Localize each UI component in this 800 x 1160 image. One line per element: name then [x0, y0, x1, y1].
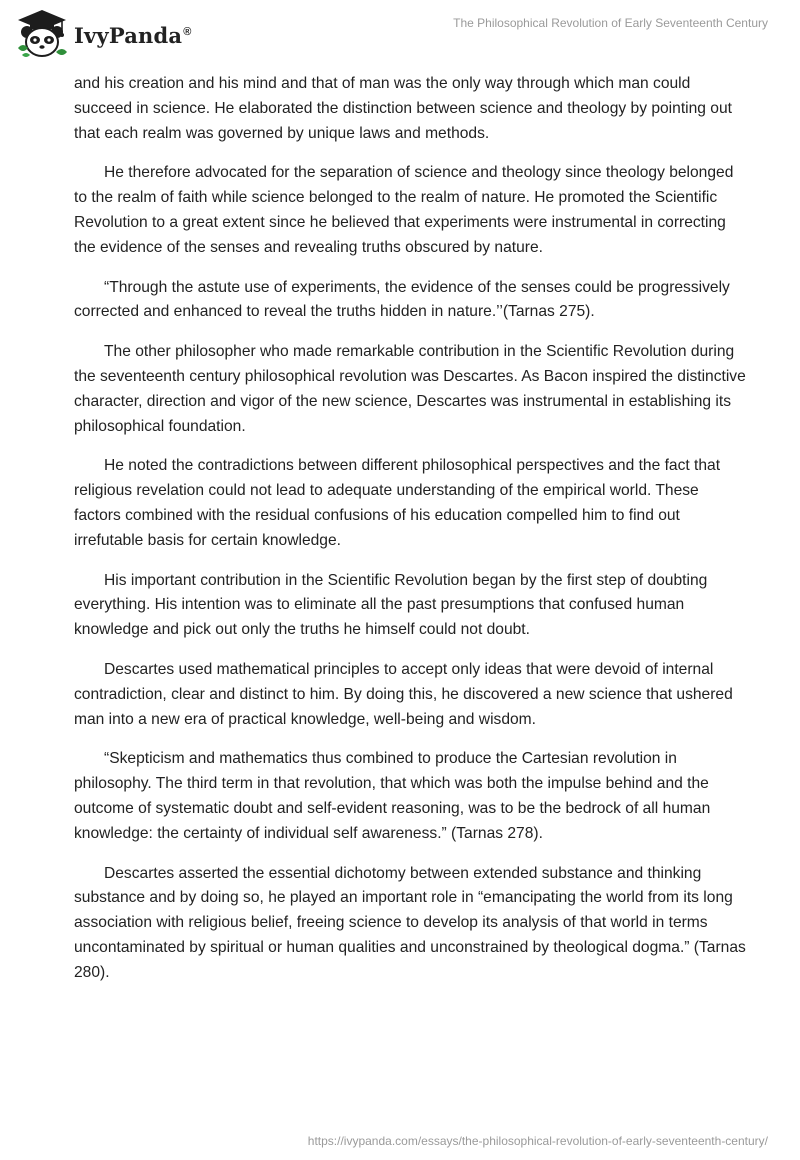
document-title: The Philosophical Revolution of Early Seventeenth Century	[453, 16, 768, 30]
paragraph-5: His important contribution in the Scientific Revolution began by the first step of doubting everything. His intention was to eliminate all the past presumptions that confused human knowledge and pick out only the truths he himself could not doubt.	[74, 571, 708, 639]
quote-paragraph-2: “Skepticism and mathematics thus combined to produce the Cartesian revolution in philosophy. The third term in that revolution, that which was both the impulse behind and the outcome of systematic doubt and self-evident reasoning, was to be the bedrock of all human knowledge: the certainty of individual self awareness.” (Tarnas 278).	[74, 750, 711, 842]
source-url[interactable]: https://ivypanda.com/essays/the-philosophical-revolution-of-early-seventeenth-century/	[307, 1134, 768, 1148]
page-header	[0, 0, 800, 70]
ivypanda-logo[interactable]	[14, 8, 194, 62]
panda-graduate-icon	[14, 8, 70, 62]
essay-body	[74, 72, 746, 1001]
paragraph-4: He noted the contradictions between different philosophical perspectives and the fact that religious revelation could not lead to adequate understanding of the empirical world. These factors combined with the residual confusions of his education compelled him to find out irrefutable basis for certain knowledge.	[74, 457, 721, 549]
paragraph-2: He therefore advocated for the separation of science and theology since theology belonged to the realm of faith while science belonged to the realm of nature. He promoted the Scientific Revolution to a great extent since he believed that experiments were instrumental in correcting the evidence of the senses and revealing truths obscured by nature.	[74, 164, 734, 256]
paragraph-7: Descartes asserted the essential dichotomy between extended substance and thinking substance and by doing so, he played an important role in “emancipating the world from its long association with religious belief, freeing science to develop its analysis of that world in terms uncontaminated by spiritual or human qualities and unconstrained by theological dogma.” (Tarnas 280).	[74, 864, 746, 981]
brand-name: IvyPanda®	[74, 22, 192, 48]
paragraph-1: and his creation and his mind and that of man was the only way through which man could succeed in science. He elaborated the distinction between science and theology by pointing out that each realm was governed by unique laws and methods.	[74, 75, 732, 142]
registered-mark: ®	[183, 25, 192, 38]
quote-paragraph-1: “Through the astute use of experiments, the evidence of the senses could be progressively corrected and enhanced to reveal the truths hidden in nature.’’(Tarnas 275).	[74, 278, 730, 321]
paragraph-3: The other philosopher who made remarkable contribution in the Scientific Revolution during the seventeenth century philosophical revolution was Descartes. As Bacon inspired the distinctive character, direction and vigor of the new science, Descartes was instrumental in establishing its philosophical foundation.	[74, 343, 746, 435]
paragraph-6: Descartes used mathematical principles to accept only ideas that were devoid of internal contradiction, clear and distinct to him. By doing this, he discovered a new science that ushered man into a new era of practical knowledge, well-being and wisdom.	[74, 660, 733, 728]
